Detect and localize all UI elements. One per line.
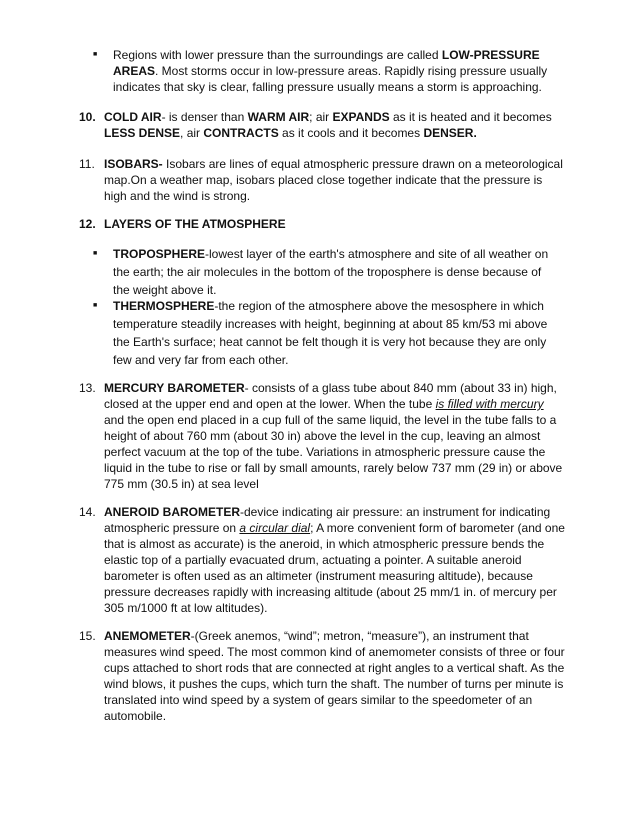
text-run: as it is heated and it becomes	[389, 110, 552, 124]
item-number: 12.	[79, 217, 96, 231]
item-text	[104, 628, 566, 724]
text-run: Regions with lower pressure than the surroundings are called	[113, 48, 442, 62]
bullet-text	[113, 245, 558, 299]
emphasized-text: a circular dial	[239, 521, 311, 535]
item-number: 13.	[79, 381, 96, 395]
bold-term: ISOBARS-	[104, 157, 163, 171]
text-run: - is denser than	[161, 110, 248, 124]
bold-term: EXPANDS	[332, 110, 390, 124]
bold-term: MERCURY BAROMETER	[104, 381, 245, 395]
bullet-text	[113, 47, 558, 95]
text-run: ; A more convenient form of barometer (and one that is almost as accurate) is the aneroid, in which atmospheric pressure bends the elastic top of a partially evacuated drum, actuating a pointer. A suitable aneroid barometer is often used as an altimeter (instrument measuring altitude), because pressure decreases rapidly with increasing altitude (about 25 mm/1 in. of mercury per 305 m/1000 ft at low altitudes).	[104, 521, 565, 615]
text-run: Isobars are lines of equal atmospheric pressure drawn on a meteorological map.On a weather map, isobars placed close together indicate that the pressure is high and the wind is strong.	[104, 157, 563, 203]
item-text	[104, 380, 566, 492]
text-run: ; air	[309, 110, 333, 124]
text-run: as it cools and it becomes	[278, 126, 424, 140]
bold-term: TROPOSPHERE	[113, 247, 206, 261]
bullet-square-icon: ■	[93, 51, 98, 58]
text-run: -lowest layer of the earth's atmosphere and site of all weather on the earth; the air molecules in the bottom of the troposphere is dense because of the weight above it.	[113, 247, 549, 297]
emphasized-text: is filled with mercury	[435, 397, 544, 411]
bold-term: WARM AIR	[247, 110, 310, 124]
item-number: 14.	[79, 505, 96, 519]
text-run: -the region of the atmosphere above the mesosphere in which temperature steadily increases with height, beginning at about 85 km/53 mi above the Earth's surface; heat cannot be felt though it is very hot because they are only few and very far from each other.	[113, 299, 548, 367]
bold-term: COLD AIR	[104, 110, 162, 124]
text-run: , air	[180, 126, 204, 140]
bullet-square-icon: ■	[93, 250, 98, 257]
item-text	[104, 156, 566, 204]
bullet-square-icon: ■	[93, 302, 98, 309]
text-run: and the open end placed in a cup full of the same liquid, the level in the tube falls to a height of about 760 mm (about 30 in) above the level in the cup, leaving an almost perfect vacuum at the top of the tube. Variations in atmospheric pressure cause the liquid in the tube to rise or fall by small amounts, rarely below 737 mm (29 in) or above 775 mm (30.5 in) at sea level	[104, 413, 563, 491]
bold-term: CONTRACTS	[203, 126, 279, 140]
bold-term: THERMOSPHERE	[113, 299, 215, 313]
item-number: 15.	[79, 629, 96, 643]
text-run: -(Greek anemos, “wind”; metron, “measure”), an instrument that measures wind speed. The most common kind of anemometer consists of three or four cups attached to short rods that are connected at right angles to a vertical shaft. As the wind blows, it pushes the cups, which turn the shaft. The number of turns per minute is translated into wind speed by a system of gears similar to the speedometer of an automobile.	[104, 629, 565, 723]
item-text	[104, 504, 566, 616]
bold-term: LOW-PRESSURE AREAS	[113, 48, 540, 78]
text-run: -device indicating air pressure: an instrument for indicating atmospheric pressure on	[104, 505, 551, 535]
item-number: 10.	[79, 110, 96, 124]
bold-term: ANEROID BAROMETER	[104, 505, 241, 519]
bold-term: LESS DENSE	[104, 126, 181, 140]
item-number: 11.	[79, 157, 95, 171]
bullet-text	[113, 297, 558, 369]
item-text	[104, 109, 566, 141]
bold-term: ANEMOMETER	[104, 629, 191, 643]
text-run: . Most storms occur in low-pressure areas. Rapidly rising pressure usually indicates that sky is clear, falling pressure usually means a storm is approaching.	[113, 64, 548, 94]
section-heading	[104, 216, 566, 232]
text-run: - consists of a glass tube about 840 mm (about 33 in) high, closed at the upper end and open at the lower. When the tube	[104, 381, 557, 411]
bold-term: DENSER.	[423, 126, 477, 140]
heading-text: LAYERS OF THE ATMOSPHERE	[104, 217, 286, 231]
